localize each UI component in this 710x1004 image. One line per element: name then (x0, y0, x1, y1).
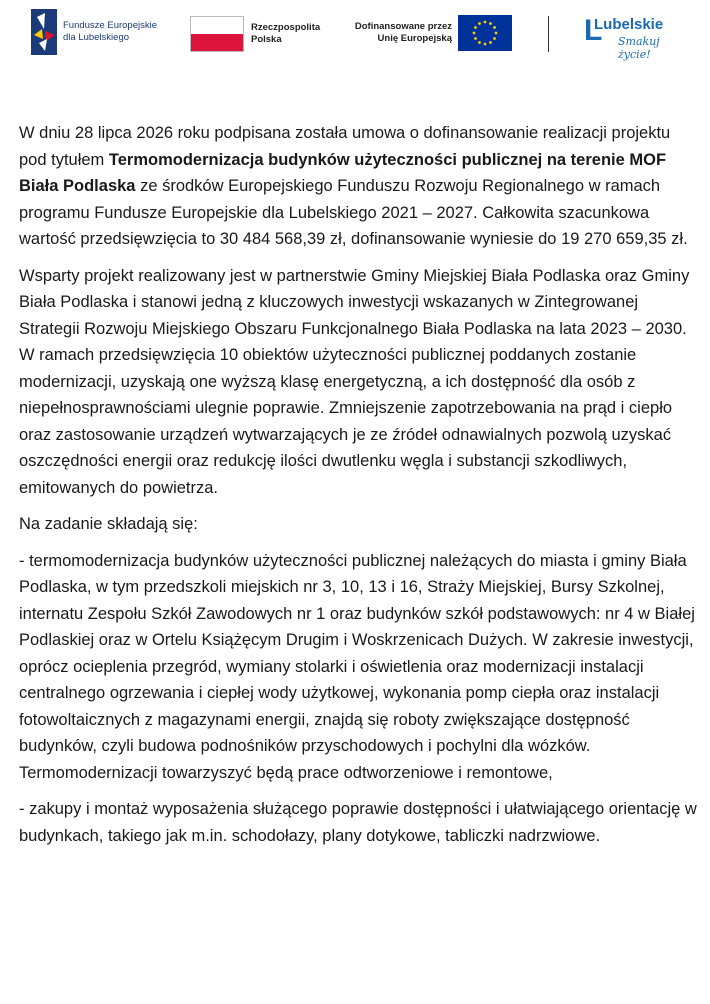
ue-line2: Unię Europejską (377, 33, 452, 44)
p1-text-a: W dniu 28 lipca 2026 roku podpisana została umowa o dofinansowanie realizacji projektu pod tytułem (19, 124, 671, 169)
paragraph-1 (19, 120, 697, 253)
paragraph-3: Na zadanie składają się: (19, 515, 198, 533)
lubelskie-slogan: Smakuj życie! (618, 35, 660, 61)
rp-line2: Polska (251, 34, 282, 45)
eu-star-icon (493, 26, 496, 29)
paragraph-5: - zakupy i montaż wyposażenia służącego poprawie dostępności i ułatwiającego orientację w budynkach, takiego jak m.in. schodołazy, plany dotykowe, tabliczki nadrzwiowe. (19, 800, 697, 845)
eu-star-icon (493, 37, 496, 40)
fe-line1: Fundusze Europejskie (63, 20, 157, 31)
paragraph-2: Wsparty projekt realizowany jest w partnerstwie Gminy Miejskiej Biała Podlaska oraz Gminy Biała Podlaska i stanowi jedną z kluczowych inwestycji wskazanych w Zintegrowanej Strategii Rozwoju Miejskiego Obszaru Funkcjonalnego Biała Podlaska na lata 2023 – 2030. W ramach przedsięwzięcia 10 obiektów użyteczności publicznej poddanych zostanie modernizacji, uzyskają one wyższą klasę energetyczną, a ich dostępność dla osób z niepełnosprawnościami ulegnie poprawie. Zmniejszenie zapotrzebowania na prąd i ciepło oraz zastosowanie urządzeń wytwarzających je ze źródeł odnawialnych pozwolą uzyskać oszczędności energii oraz redukcję ilości dwutlenku węgla i substancji szkodliwych, emitowanych do powietrza. (19, 266, 690, 497)
lubelskie-mark-icon: L (584, 14, 603, 47)
logo-bar (0, 0, 710, 68)
lubelskie-logo (584, 14, 689, 61)
eu-star-icon (489, 41, 492, 44)
eu-flag-icon (458, 15, 512, 51)
lubelskie-name: Lubelskie (594, 16, 664, 33)
rp-line1: Rzeczpospolita (251, 22, 321, 33)
fundusze-europejskie-logo (31, 9, 173, 55)
paragraph-4: - termomodernizacja budynków użyteczności publicznej należących do miasta i gminy Biała Podlaska, w tym przedszkoli miejskich nr 3, 10, 13 i 16, Straży Miejskiej, Bursy Szkolnej, internatu Zespołu Szkół Zawodowych nr 1 oraz budynków szkół podstawowych: nr 4 w Białej Podlaskiej oraz w Ortelu Książęcym Drugim i Woskrzenicach Dużych. W zakresie inwestycji, oprócz ocieplenia przegród, wymiany stolarki i oświetlenia oraz modernizacji instalacji centralnego ogrzewania i ciepłej wody użytkowej, wykonania pomp ciepła oraz instalacji fotowoltaicznych z magazynami energii, znajdą się roboty zwiększające dostępność budynków, czyli budowa podnośników przyschodowych i pochylni dla wózków. Termomodernizacji towarzyszyć będą prace odtworzeniowe i remontowe, (19, 551, 695, 782)
eu-star-icon (473, 32, 476, 35)
eu-star-icon (474, 37, 477, 40)
eu-star-icon (489, 22, 492, 25)
fe-mark-icon (31, 9, 57, 55)
eu-star-icon (478, 22, 481, 25)
rzeczpospolita-logo (190, 16, 331, 52)
eu-star-icon (478, 41, 481, 44)
eu-star-icon (495, 32, 498, 35)
eu-star-icon (474, 26, 477, 29)
eu-logo (348, 15, 512, 51)
polish-flag-icon (190, 16, 244, 52)
ue-line1: Dofinansowane przez (354, 21, 452, 32)
article-body (19, 120, 697, 859)
eu-star-icon (484, 21, 487, 24)
logo-divider (548, 16, 549, 52)
p1-text-c: ze środków Europejskiego Funduszu Rozwoju Regionalnego w ramach programu Fundusze Europejskie dla Lubelskiego 2021 – 2027. Całkowita szacunkowa wartość przedsięwzięcia to 30 484 568,39 zł, dofinansowanie wyniesie do 19 270 659,35 zł. (19, 177, 688, 248)
project-title: Termomodernizacja budynków użyteczności publicznej na terenie MOF Biała Podlaska (19, 150, 667, 195)
eu-star-icon (484, 43, 487, 46)
fe-line2: dla Lubelskiego (63, 32, 130, 43)
